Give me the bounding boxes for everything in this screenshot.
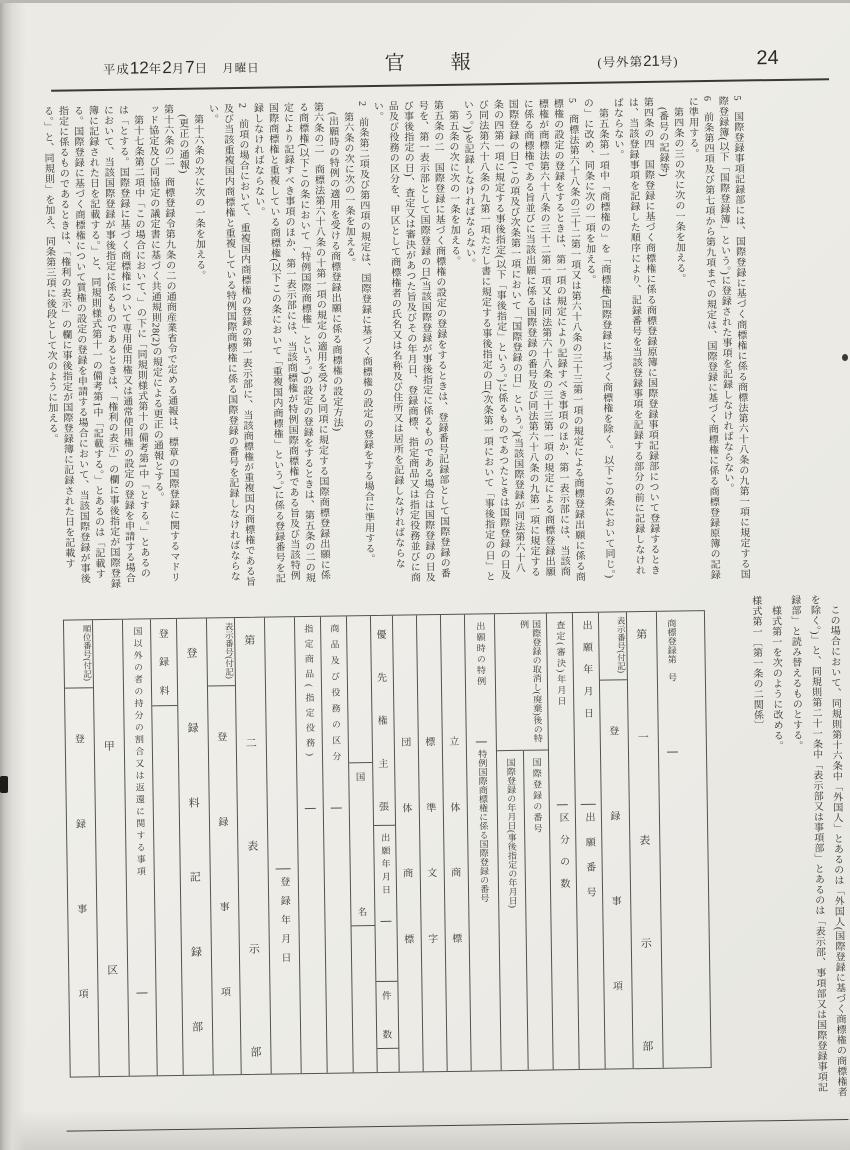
rank-number-label: 順位番号(付記): [64, 620, 93, 689]
reg-items-label: 登 録 事 項: [609, 726, 624, 993]
empty-cell: [352, 926, 377, 1072]
annex-text: [709, 594, 850, 1101]
display-number-label: 表示番号(付記): [207, 618, 235, 687]
empty-cell: [324, 808, 353, 1073]
ordinance-paragraph: 第六条の二 商標法第六十八条の十第一項の規定の適用を受ける同項に規定する国際商標登録出願に係る商標権(以下この条において「特例国際商標権」という。)の設定の登録をするときは、第五条の二の規定により記録すべき事項のほか、第一表示部には、当該商標権が特例国際商標権である旨及び当該特例国際商標権と重複している商標権(以下この条において「重複国内商標権」という。)に係る登録番号を記録しなければならない。: [251, 101, 330, 584]
empty-cell: [659, 753, 691, 1068]
filing-special-label: 出願時の特例: [474, 614, 487, 742]
empty-cell: [265, 617, 298, 868]
issue-number: (号外第21号): [597, 52, 679, 70]
ordinance-paragraph: 2 前条第二項及び第四項の規定は、国際登録に基づく商標権の設定の登録をする場合に準用する。: [356, 101, 375, 565]
priority-label: 優 先 権 主 張: [370, 616, 395, 826]
form-col-intl-cancel: [494, 613, 553, 1070]
ordinance-paragraph: 第五条の二 国際登録に基づく商標権の設定の登録をするときは、登録番号記録部として国際登録の番号を、第一表示部として国際登録の日(当該国際登録が事後指定に係るものである場合は国際登録の日及び事後指定の日)、査定又は審決があつた旨及びその年月日、登録商標、指定商品又は指定役務並びに商品及び役務の区分を、甲区として商標権者の氏名又は名称及び住所又は居所を記録しなければならない。: [371, 99, 450, 583]
page-number: 24: [756, 46, 779, 70]
ordinance-paragraph: 第十六条の次に次の一条を加える。: [191, 103, 205, 281]
ordinance-paragraph: 第五条第一項中「商標権の」を「商標権(国際登録に基づく商標権を除く。以下この条において同じ。)の」に改め、同条に次の一項を加える。: [581, 97, 615, 579]
form-table: [63, 610, 712, 1077]
bottom-rule: [67, 1119, 849, 1132]
ordinance-paragraph: 5 国際登録事項記録部には、国際登録に基づく商標権に係る商標法第六十八条の九第一項に規定する国際登録簿(以下「国際登録簿」という。)に登録された事項を記録しなければならない。: [716, 95, 750, 580]
ordinance-paragraph: 第十七条第二項中「この場合において、」の下に「同規則様式第十の備考第1中「とする。」とあるのは「とする。国際登録に基づく商標権について専用使用権又は通常使用権の設定の登録を申請する場合において、当該国際登録が事後指定に係るものであるときは、「権利の表示」の欄に事後指定が国際登録簿に記録された日を記載する。」と、同規則様式第十一の備考第1中「記載する。」とあるのは「記載する。国際登録に基づく商標権について質権の設定の登録を申請する場合において、当該国際登録が事後指定に係るものであるときは、「権利の表示」の欄に事後指定が国際登録簿に記録された日を記載する。」と、同規則」を加え、同条第三項に後段として次のように加える。: [41, 104, 150, 589]
class-count-label: 区分の数: [556, 811, 570, 900]
intl-cancel-subrow: [497, 750, 553, 1070]
scan-speck: [0, 776, 8, 793]
empty-cell: [129, 993, 157, 1075]
kou-reg-items-label: 登 録 事 項: [74, 734, 89, 1001]
form-title-label: 商標登録第 号: [665, 612, 679, 754]
intl-no-label: 国際登録の番号: [531, 757, 543, 835]
ordinance-paragraph: 2 前項の場合において、重複国内商標権の登録の第一表示部に、当該商標権が重複国内商標権である旨及び当該重複国内商標権と重複している特例国際商標権に係る国際登録の番号を記録しなければならない。: [206, 102, 255, 587]
app-no-label: 出願番号: [582, 811, 596, 912]
ordinance-paragraph: 第六条の次に次の一条を加える。: [341, 101, 355, 268]
priority-date-label: 出願年月日: [379, 826, 392, 922]
designated-goods-label: 指定商品(指定役務): [302, 617, 316, 809]
fee-label: 登 録 料: [151, 619, 177, 706]
section2-label: 第 二 表 示 部: [244, 634, 262, 1059]
reg-date-label: 登録年月日: [276, 868, 294, 1073]
solid-mark-label: 立 体 商 標: [449, 736, 463, 945]
annex-paragraph: 様式第一〔第一条の二関係〕: [749, 595, 763, 731]
annex-paragraph: この場合において、同規則第十六条中「外国人」とあるのは「外国人(国際登録に基づく商標権の商標権者を除く。)」と、同規則第二十一条中「表示部又は事項部」とあるのは「表示部、事項部又は国際登録事項記録部」と読み替えるものとする。: [788, 594, 847, 1098]
priority-count-label: 件 数: [376, 980, 399, 1049]
app-date-label: 出願年月日: [578, 613, 596, 805]
scan-speck: [842, 354, 848, 361]
paper-title: 官 報: [384, 51, 473, 75]
form-section: [63, 594, 850, 1111]
priority-country-label: 国 名: [349, 762, 374, 926]
special-intl-no-label: 特例国際商標権に係る国際登録の番号: [477, 749, 490, 903]
intl-date-label: 国際登録の年月日(事後指定の年月日): [505, 757, 518, 908]
empty-cell: [375, 921, 397, 981]
annex-paragraph: 様式第一を次のように改める。: [769, 594, 783, 752]
masthead: [51, 40, 830, 92]
display-number-label: 表示番号(付記): [599, 612, 627, 681]
ordinance-paragraph: (出願時の特例の適用を受ける商標登録出願に係る商標権の設定方法): [326, 101, 343, 432]
ordinance-paragraph: (番号の記録等): [656, 96, 669, 178]
scan-edge: [0, 0, 850, 3]
empty-cell: [298, 808, 327, 1073]
form-col-priority: [346, 616, 399, 1073]
ordinance-paragraph: (更正の通報): [176, 103, 189, 174]
ordinance-paragraph: 第十六条の二 商標登録令第九条の二の通商産業省令で定める通報は、標章の国際登録に関するマドリッド協定及び同協定の議定書に基づく共通規則28(2)の規定による更正の通報とする。: [146, 103, 180, 583]
weekday: 月曜日: [222, 62, 260, 76]
collective-mark-label: 団 体 商 標: [401, 737, 415, 946]
empty-cell: [377, 1049, 399, 1068]
section1-label: 第 一 表 示 部: [636, 628, 654, 1054]
standard-chars-label: 標 準 文 字: [425, 737, 439, 946]
exam-date-label: 査定(審決)年月日: [554, 613, 568, 805]
ordinance-paragraph: 6 前条第四項及び第七項から第九項までの規定は、国際登録に基づく商標権に係る商標登録原簿の記録に準用する。: [686, 95, 720, 580]
goods-class-label: 商品及び役務の区分: [328, 617, 342, 809]
empty-cell: [347, 616, 372, 762]
section-kou-label: 甲 区: [103, 740, 119, 978]
ordinance-paragraph: 第五条の次に次の一条を加える。: [446, 99, 460, 267]
state-share-label: 国以外の者の持分の割合又は返還に関する事項: [131, 619, 148, 993]
ordinance-paragraph: 第四条の四 国際登録に基づく商標権に係る商標登録原簿に国際登録事項記録部について登録するときは、当該登録事項を記録した順序により、記録番号を当該登録事項を記録する部分の前に記録しなければならない。: [611, 96, 660, 576]
ordinance-paragraph: 5 商標法第六十八条の三十二第一項又は第六十八条の三十三第一項の規定による商標登録出願に係る商標権の設定の登録をするときは、第一項の規定により記録すべき事項のほか、第一表示部には、当該商標権が商標法第六十八条の三十二第一項又は同法第六十八条の三十三第一項の規定による商標登録出願に係る商標権である旨並びに当該出願に係る国際登録の番号及び同法第六十八条の九第一項に規定する国際登録の日(この項及び次条第一項において「国際登録の日」という。)(当該国際登録が同法第六十八条の四第一項に規定する事後指定(以下「事後指定」という。)に係るものであつたときは国際登録の日及び同法第六十八条の九第一項ただし書に規定する事後指定の日(次条第一項において「事後指定の日」という。))を記録しなければならない。: [461, 97, 585, 582]
ordinance-paragraph: 第四条の三の次に次の一条を加える。: [671, 96, 686, 284]
section-fee-label: 登 録 料 記 録 部: [186, 647, 204, 1034]
ordinance-text: [39, 95, 751, 589]
issue-date: 平成12年2月7日: [102, 57, 209, 78]
intl-cancel-label: 国際登録の取消し(廃棄)後の特例: [495, 613, 548, 751]
reg-items-label: 登 録 事 項: [217, 732, 232, 999]
